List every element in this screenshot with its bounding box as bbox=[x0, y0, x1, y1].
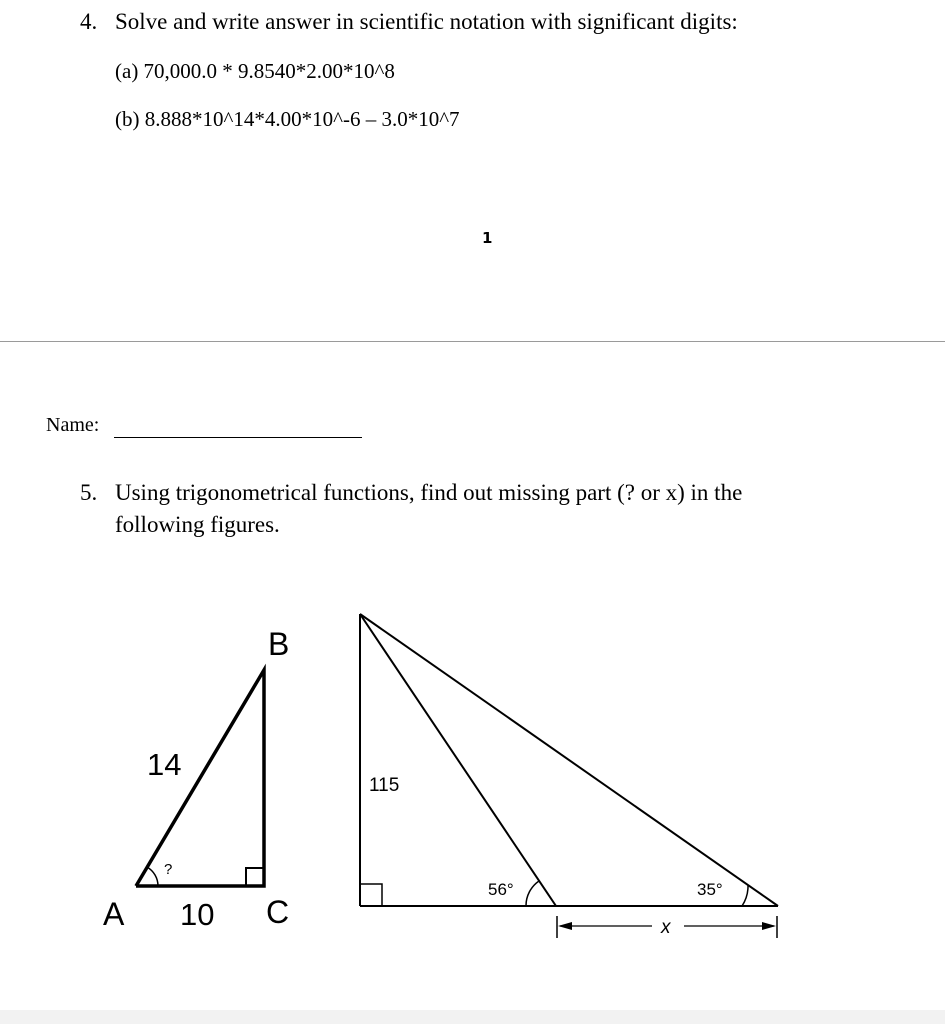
page-bottom-edge bbox=[0, 1010, 945, 1024]
unknown-angle-label: ? bbox=[164, 861, 173, 878]
question-4-part-a: (a) 70,000.0 * 9.8540*2.00*10^8 bbox=[115, 59, 395, 83]
angle-arc-56 bbox=[526, 881, 539, 906]
figure-1-triangle bbox=[103, 626, 289, 932]
hypotenuse-label: 14 bbox=[147, 747, 182, 782]
question-5-prompt-line2: following figures. bbox=[115, 512, 280, 537]
question-5-prompt-line1: Using trigonometrical functions, find out missing part (? or x) in the bbox=[115, 480, 743, 505]
angle-label-35: 35° bbox=[697, 880, 723, 899]
inner-hypotenuse bbox=[360, 614, 556, 906]
right-angle-marker-c bbox=[246, 868, 264, 886]
angle-arc-a bbox=[147, 867, 158, 886]
vertex-label-b: B bbox=[268, 626, 290, 662]
angle-arc-35 bbox=[742, 885, 748, 906]
question-4-prompt: Solve and write answer in scientific notation with significant digits: bbox=[115, 9, 738, 34]
dimension-arrowhead-right bbox=[762, 922, 776, 930]
dimension-arrowhead-left bbox=[558, 922, 572, 930]
base-label: 10 bbox=[180, 897, 215, 932]
name-label: Name: bbox=[46, 414, 100, 436]
question-5-number: 5. bbox=[80, 480, 98, 505]
unknown-segment-label: x bbox=[661, 917, 671, 938]
outer-hypotenuse bbox=[360, 614, 778, 906]
question-4-part-b: (b) 8.888*10^14*4.00*10^-6 – 3.0*10^7 bbox=[115, 107, 460, 131]
vertex-label-c: C bbox=[266, 894, 290, 930]
right-angle-marker bbox=[360, 884, 382, 906]
vertex-label-a: A bbox=[103, 896, 125, 932]
question-4-number: 4. bbox=[80, 9, 98, 34]
angle-label-56: 56° bbox=[488, 880, 514, 899]
height-label: 115 bbox=[369, 775, 400, 796]
figure-2-triangles bbox=[360, 614, 778, 938]
page-number: 1 bbox=[482, 229, 493, 247]
